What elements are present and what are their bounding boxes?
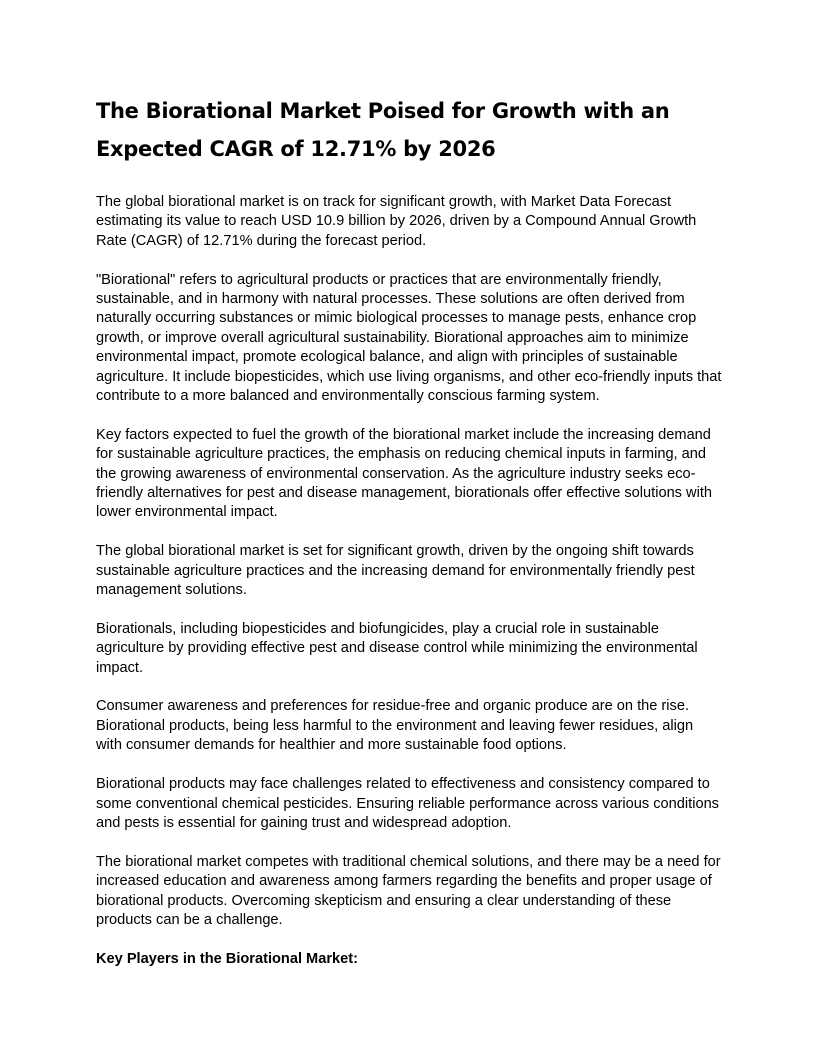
- paragraph-sustainable-shift: The global biorational market is set for significant growth, driven by the ongoing shift towards sustainable agriculture practices and the increasing demand for environmentally friendly pest management solutions.: [96, 543, 695, 599]
- paragraph-growth-factors: Key factors expected to fuel the growth of the biorational market include the increasing demand for sustainable agriculture practices, the emphasis on reducing chemical inputs in farming, and the growing awareness of environmental conservation. As the agriculture industry seeks eco-friendly alternatives for pest and disease management, biorationals offer effective solutions with lower environmental impact.: [96, 426, 712, 521]
- paragraph-biopesticides-role: Biorationals, including biopesticides and biofungicides, play a crucial role in sustainable agriculture by providing effective pest and disease control while minimizing the environmental impact.: [96, 620, 698, 676]
- paragraph-challenges: Biorational products may face challenges related to effectiveness and consistency compared to some conventional chemical pesticides. Ensuring reliable performance across various conditions and pests is essential for gaining trust and widespread adoption.: [96, 776, 719, 831]
- document-title: The Biorational Market Poised for Growth with an Expected CAGR of 12.71% by 2026: [96, 99, 670, 161]
- paragraph-definition: "Biorational" refers to agricultural products or practices that are environmentally friendly, sustainable, and in harmony with natural processes. These solutions are often derived from naturally occurring substances or mimic biological processes to manage pests, enhance crop growth, or improve overall agricultural sustainability. Biorational approaches aim to minimize environmental impact, promote ecological balance, and align with principles of sustainable agriculture. It include biopesticides, which use living organisms, and other eco-friendly inputs that contribute to a more balanced and environmentally conscious farming system.: [96, 271, 722, 405]
- paragraph-consumer-awareness: Consumer awareness and preferences for residue-free and organic produce are on the rise. Biorational products, being less harmful to the environment and leaving fewer residues, align with consumer demands for healthier and more sustainable food options.: [96, 698, 694, 754]
- document-page: [96, 92, 722, 969]
- paragraph-market-overview: The global biorational market is on track for significant growth, with Market Data Forecast estimating its value to reach USD 10.9 billion by 2026, driven by a Compound Annual Growth Rate (CAGR) of 12.71% during the forecast period.: [96, 194, 697, 249]
- key-players-heading: Key Players in the Biorational Market:: [96, 950, 358, 967]
- paragraph-competition: The biorational market competes with traditional chemical solutions, and there may be a need for increased education and awareness among farmers regarding the benefits and proper usage of biorational products. Overcoming skepticism and ensuring a clear understanding of these products can be a challenge.: [96, 853, 721, 928]
